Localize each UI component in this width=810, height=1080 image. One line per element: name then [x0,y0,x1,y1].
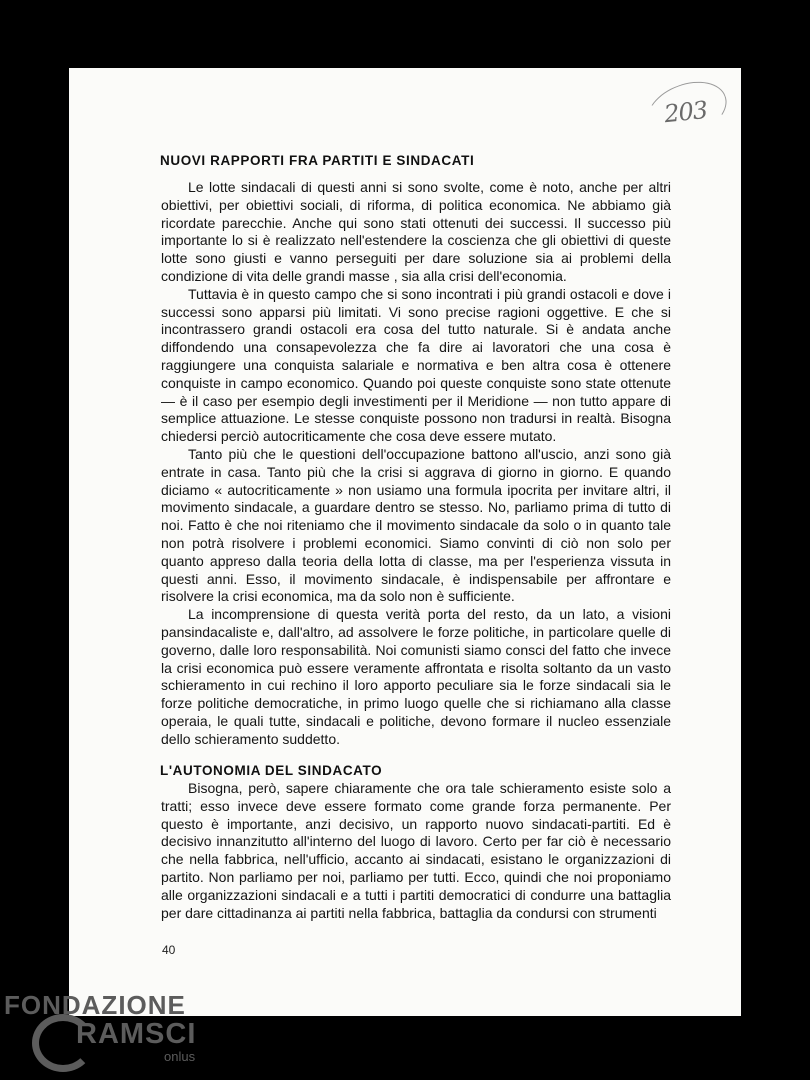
watermark-subtitle: onlus [164,1049,196,1064]
paragraph: Tuttavia è in questo campo che si sono incontrati i più grandi ostacoli e dove i successi sono apparsi più limitati. Vi sono precise ragioni oggettive. E che si incontrassero grandi ostacoli era cosa del tutto naturale. Si è andata anche diffondendo una consapevolezza che fa dire ai lavoratori che una cosa è raggiungere una conquista salariale e normativa e ben altra cosa è ottenere conquiste in campo economico. Quando poi queste conquiste sono state ottenute — è il caso per esempio degli investimenti per il Meridione — non tutto appare di semplice attuazione. Le stesse conquiste possono non tradursi in realtà. Bisogna chiedersi perciò autocriticamente che cosa deve essere mutato. [161,285,671,445]
watermark-foundation: FONDAZIONE [4,990,186,1020]
section-title-2: L'AUTONOMIA DEL SINDACATO [160,763,383,778]
paragraph: La incomprensione di questa verità porta del resto, da un lato, a visioni pansindacaliste e, dall'altro, ad assolvere le forze politiche, in particolare quelle di governo, dalle loro responsabilità. Noi comunisti siamo consci del fatto che invece la crisi economica può essere veramente affrontata e risolta soltanto da un vasto schieramento in cui rechino il loro apporto peculiare sia le forze sindacali sia le forze politiche democratiche, in primo luogo quelle che si richiamano alla classe operaia, le quali tutte, sindacali e politiche, devono formare il nucleo essenziale dello schieramento suddetto. [161,606,671,747]
paragraph: Le lotte sindacali di questi anni si sono svolte, come è noto, anche per altri obiettivi, per obiettivi sociali, di riforma, di politica economica. Ne abbiamo già ricordate parecchie. Anche qui sono stati ottenuti dei successi. Il successo più importante lo si è realizzato nell'estendere la coscienza che gli obiettivi di queste lotte sono giusti e vanno perseguiti per dare soluzione sia ai problemi della condizione di vita delle grandi masse , sia alla crisi dell'economia. [161,179,671,284]
paragraph: Bisogna, però, sapere chiaramente che ora tale schieramento esiste solo a tratti; esso invece deve essere formato come grande forza permanente. Per questo è importante, anzi decisivo, un rapporto nuovo sindacati-partiti. Ed è decisivo innanzitutto all'interno del luogo di lavoro. Certo per far ciò è necessario che nella fabbrica, nell'ufficio, accanto ai sindacati, esistano le organizzazioni di partito. Non parliamo per noi, parliamo per tutti. Ecco, quindi che noi proponiamo alle organizzazioni sindacali e a tutti i partiti democratici di condurre una battaglia per dare cittadinanza ai partiti nella fabbrica, battaglia da condursi con strumenti [161,780,671,921]
paragraph: Tanto più che le questioni dell'occupazione battono all'uscio, anzi sono già entrate in casa. Tanto più che la crisi si aggrava di giorno in giorno. E quando diciamo « autocriticamente » non usiamo una formula ipocrita per invitare altri, il movimento sindacale, a guardare dentro se stesso. No, parliamo prima di tutto di noi. Fatto è che noi riteniamo che il movimento sindacale da solo o in quanto tale non potrà risolvere i problemi economici. Siamo convinti di ciò non solo per quanto appreso dalla teoria della lotta di classe, ma per l'esperienza vissuta in questi anni. Esso, il movimento sindacale, è indispensabile per affrontare e risolvere la crisi economica, ma da solo non è sufficiente. [161,445,671,605]
page-number: 40 [162,943,176,957]
section-body-2 [161,780,671,922]
section-body-1 [161,179,671,749]
watermark-name: RAMSCI [76,1018,197,1050]
archive-number: 203 [662,95,709,129]
section-title-1: NUOVI RAPPORTI FRA PARTITI E SINDACATI [160,153,475,168]
